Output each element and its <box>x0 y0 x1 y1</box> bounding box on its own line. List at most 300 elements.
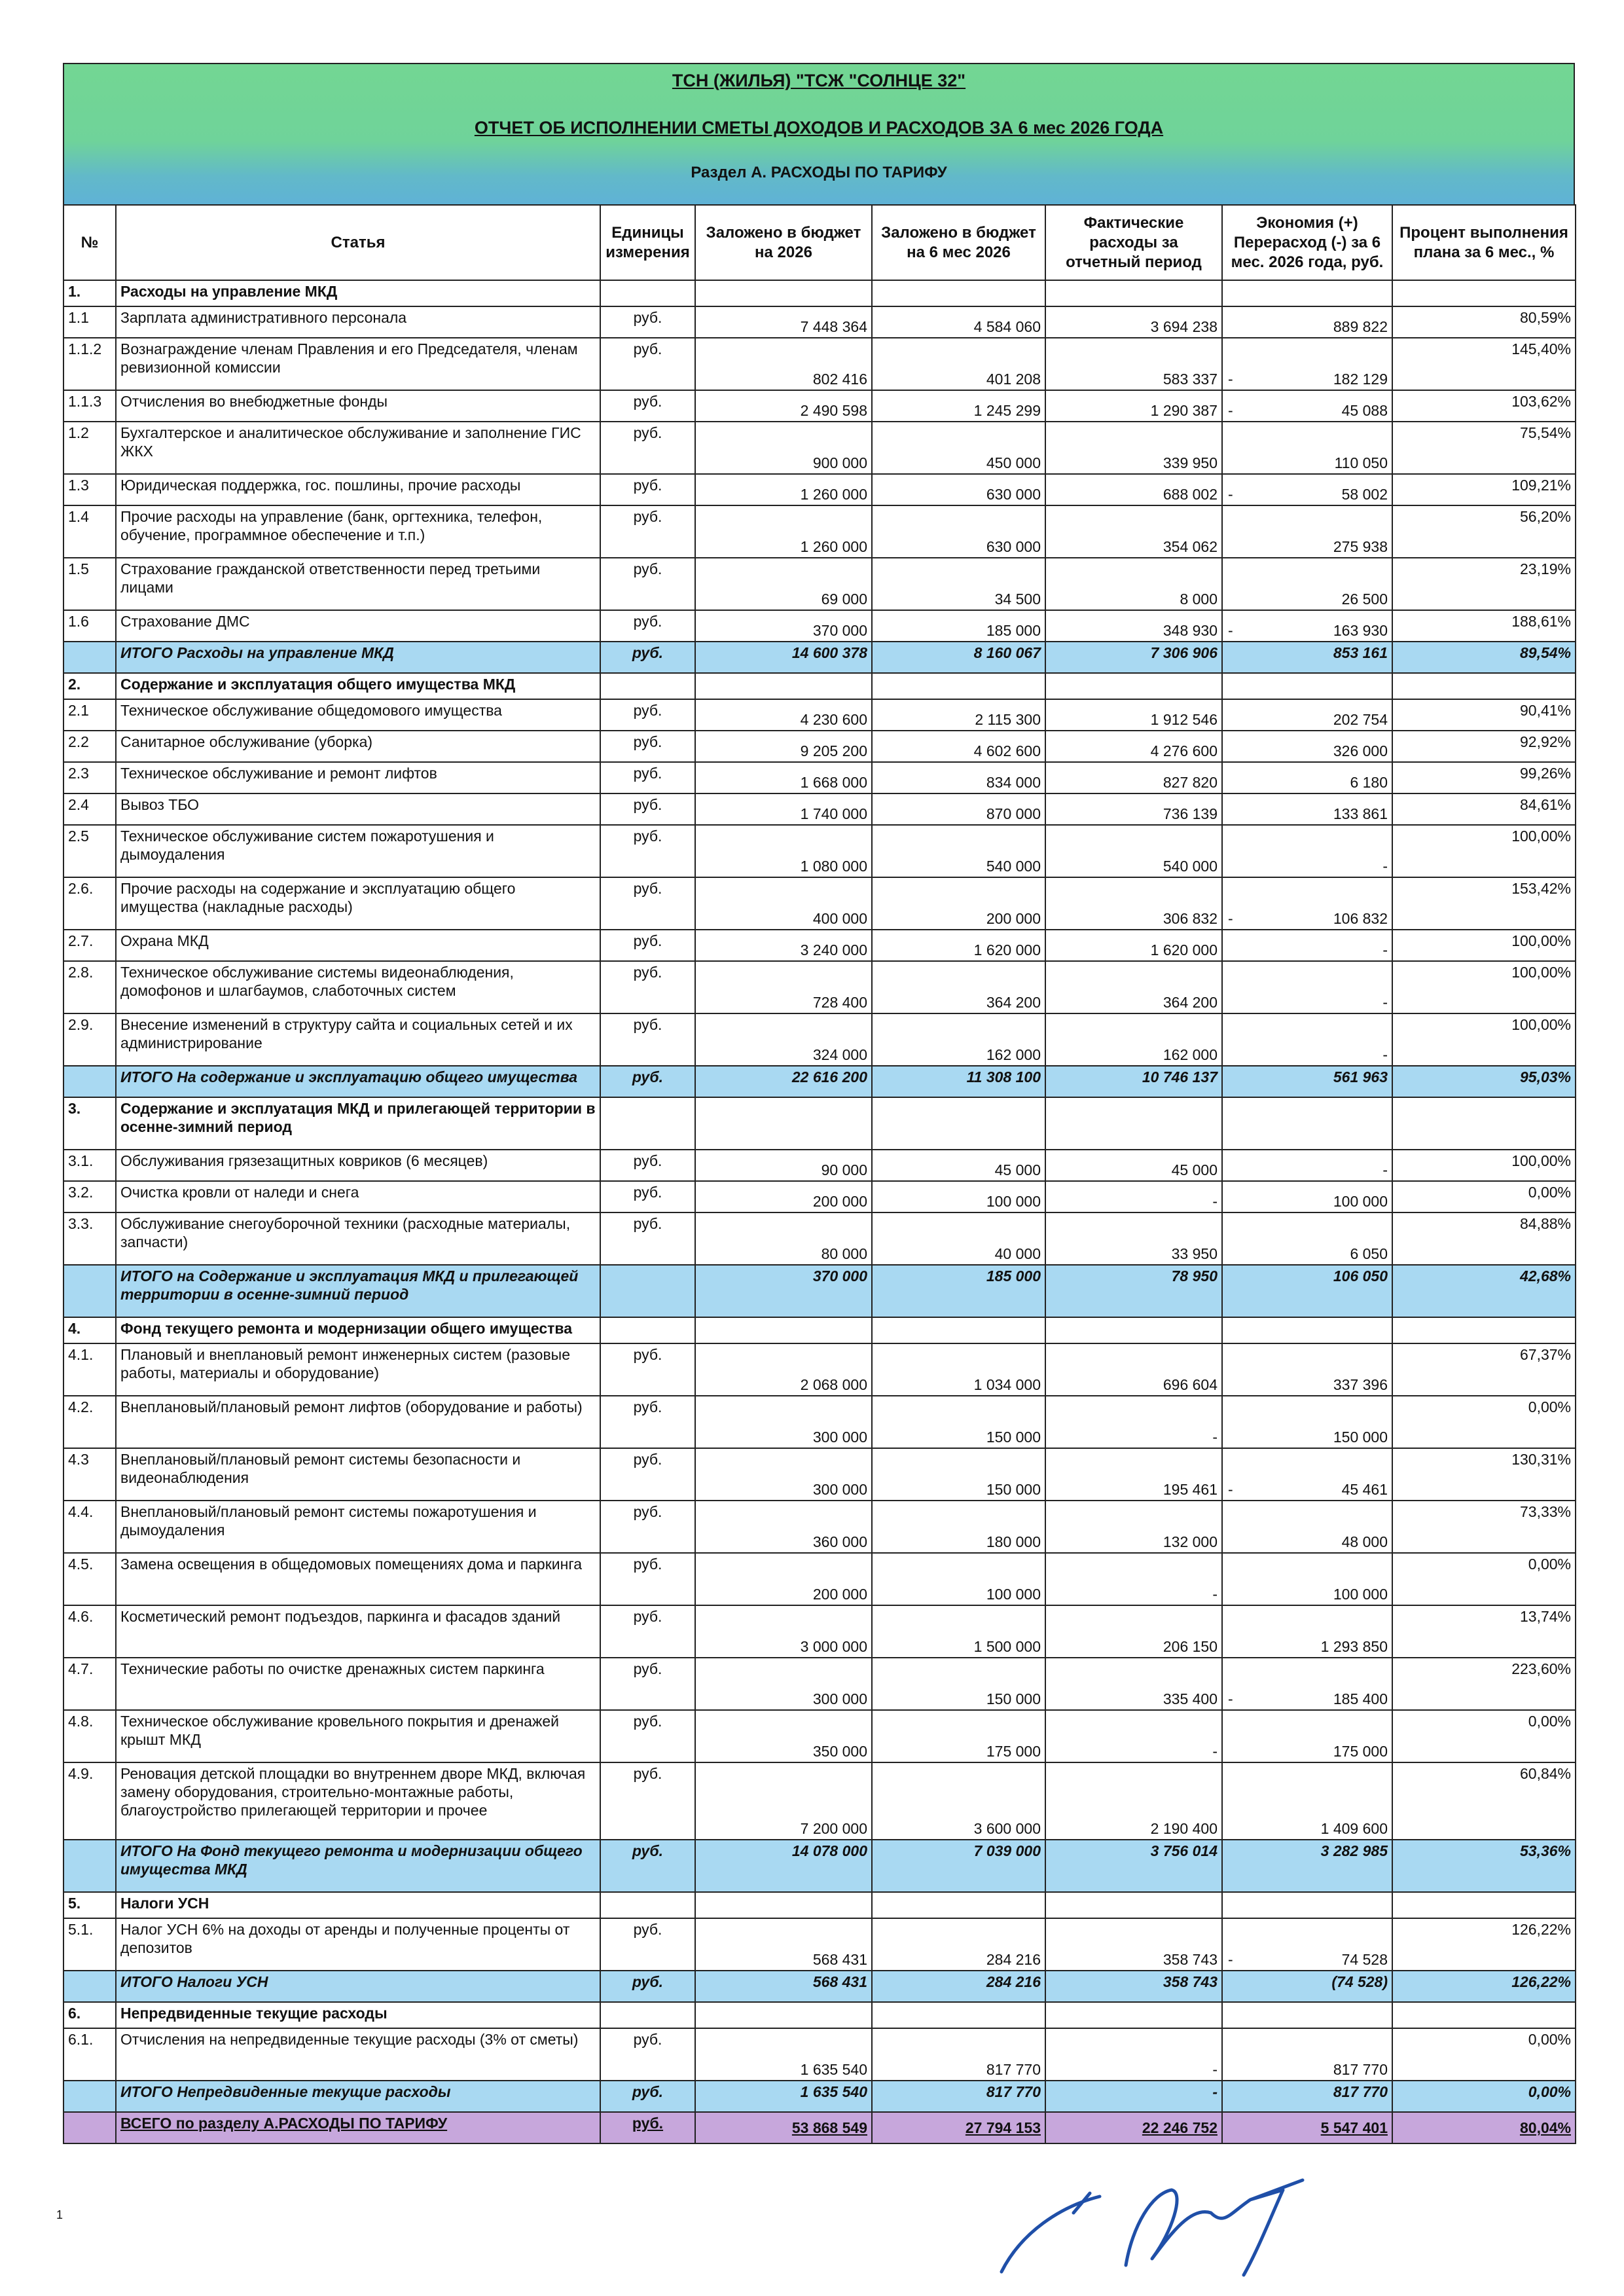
unit-cell: руб. <box>600 338 695 390</box>
percent-cell: 109,21% <box>1392 474 1576 505</box>
saving-value: 853 161 <box>1333 644 1388 661</box>
budget-6m-cell: 8 160 067 <box>872 642 1045 673</box>
actual-cell: 132 000 <box>1045 1501 1222 1553</box>
budget-year-cell: 200 000 <box>695 1181 872 1212</box>
actual-cell: 358 743 <box>1045 1918 1222 1971</box>
budget-year-cell: 1 260 000 <box>695 474 872 505</box>
actual-cell: 348 930 <box>1045 610 1222 642</box>
budget-6m-cell: 27 794 153 <box>872 2112 1045 2143</box>
unit-cell: руб. <box>600 390 695 422</box>
unit-cell: руб. <box>600 2081 695 2112</box>
row-number: 5. <box>63 1892 116 1918</box>
signature-icon <box>975 2134 1342 2285</box>
unit-cell: руб. <box>600 930 695 961</box>
row-number: 1.2 <box>63 422 116 474</box>
budget-year-cell: 568 431 <box>695 1918 872 1971</box>
budget-6m-cell: 630 000 <box>872 505 1045 558</box>
table-row <box>63 2028 1576 2081</box>
empty-cell <box>695 1892 872 1918</box>
empty-cell <box>695 1317 872 1343</box>
unit-cell: руб. <box>600 2112 695 2143</box>
budget-year-cell: 3 240 000 <box>695 930 872 961</box>
budget-6m-cell: 185 000 <box>872 610 1045 642</box>
saving-cell <box>1222 1658 1392 1710</box>
saving-value: 1 293 850 <box>1320 1638 1388 1655</box>
budget-year-cell: 2 068 000 <box>695 1343 872 1396</box>
empty-cell <box>1045 1892 1222 1918</box>
unit-cell: руб. <box>600 1013 695 1066</box>
empty-cell <box>600 1097 695 1150</box>
group-title: Расходы на управление МКД <box>116 280 600 306</box>
budget-6m-cell: 870 000 <box>872 793 1045 825</box>
article-cell: Отчисления на непредвиденные текущие расходы (3% от сметы) <box>116 2028 600 2081</box>
row-number: 4.4. <box>63 1501 116 1553</box>
empty-cell <box>600 280 695 306</box>
unit-cell: руб. <box>600 1501 695 1553</box>
actual-cell: 1 620 000 <box>1045 930 1222 961</box>
budget-year-cell: 400 000 <box>695 877 872 930</box>
article-cell: Технические работы по очистке дренажных систем паркинга <box>116 1658 600 1710</box>
empty-cell <box>872 1892 1045 1918</box>
actual-cell: 195 461 <box>1045 1448 1222 1501</box>
budget-6m-cell: 1 620 000 <box>872 930 1045 961</box>
percent-cell: 0,00% <box>1392 2081 1576 2112</box>
empty-cell <box>1392 1317 1576 1343</box>
percent-cell: 95,03% <box>1392 1066 1576 1097</box>
row-number: 4.7. <box>63 1658 116 1710</box>
actual-cell: 33 950 <box>1045 1212 1222 1265</box>
percent-cell: 75,54% <box>1392 422 1576 474</box>
unit-cell: руб. <box>600 877 695 930</box>
article-cell: Плановый и внеплановый ремонт инженерных систем (разовые работы, материалы и оборудование) <box>116 1343 600 1396</box>
saving-value: 106 832 <box>1333 910 1388 927</box>
saving-cell <box>1222 961 1392 1013</box>
subtotal-row <box>63 2081 1576 2112</box>
expense-table <box>63 204 1576 2144</box>
empty-cell <box>872 1317 1045 1343</box>
budget-year-cell: 22 616 200 <box>695 1066 872 1097</box>
article-cell: Техническое обслуживание кровельного покрытия и дренажей крышт МКД <box>116 1710 600 1762</box>
group-title: Фонд текущего ремонта и модернизации общего имущества <box>116 1317 600 1343</box>
actual-cell: 540 000 <box>1045 825 1222 877</box>
subtotal-row <box>63 1840 1576 1892</box>
table-row <box>63 1212 1576 1265</box>
saving-cell <box>1222 1553 1392 1605</box>
budget-year-cell: 802 416 <box>695 338 872 390</box>
percent-cell: 67,37% <box>1392 1343 1576 1396</box>
budget-year-cell: 1 740 000 <box>695 793 872 825</box>
subtotal-row <box>63 642 1576 673</box>
unit-cell: руб. <box>600 1396 695 1448</box>
table-row <box>63 1553 1576 1605</box>
percent-cell: 56,20% <box>1392 505 1576 558</box>
saving-value: 100 000 <box>1333 1193 1388 1210</box>
article-cell: Налог УСН 6% на доходы от аренды и полученные проценты от депозитов <box>116 1918 600 1971</box>
overspend-marker: - <box>1228 486 1233 503</box>
saving-value: 106 050 <box>1333 1267 1388 1285</box>
empty-cell <box>695 280 872 306</box>
table-row <box>63 610 1576 642</box>
empty-cell <box>1045 673 1222 699</box>
article-cell: Очистка кровли от наледи и снега <box>116 1181 600 1212</box>
saving-value: 185 400 <box>1333 1690 1388 1707</box>
actual-cell: 22 246 752 <box>1045 2112 1222 2143</box>
budget-6m-cell: 11 308 100 <box>872 1066 1045 1097</box>
subtotal-row <box>63 1265 1576 1317</box>
budget-6m-cell: 180 000 <box>872 1501 1045 1553</box>
table-row <box>63 505 1576 558</box>
budget-6m-cell: 817 770 <box>872 2028 1045 2081</box>
actual-cell: 10 746 137 <box>1045 1066 1222 1097</box>
percent-cell: 145,40% <box>1392 338 1576 390</box>
row-number: 4.5. <box>63 1553 116 1605</box>
article-cell: Косметический ремонт подъездов, паркинга и фасадов зданий <box>116 1605 600 1658</box>
saving-value: 817 770 <box>1333 2083 1388 2100</box>
actual-cell: 306 832 <box>1045 877 1222 930</box>
budget-6m-cell: 40 000 <box>872 1212 1045 1265</box>
unit-cell <box>600 1265 695 1317</box>
table-row <box>63 877 1576 930</box>
empty-cell <box>1222 1317 1392 1343</box>
row-number <box>63 1971 116 2002</box>
budget-6m-cell: 284 216 <box>872 1971 1045 2002</box>
section-group-row <box>63 280 1576 306</box>
actual-cell: 7 306 906 <box>1045 642 1222 673</box>
percent-cell: 99,26% <box>1392 762 1576 793</box>
saving-cell <box>1222 1605 1392 1658</box>
budget-6m-cell: 3 600 000 <box>872 1762 1045 1840</box>
saving-cell <box>1222 1762 1392 1840</box>
saving-value: - <box>1382 994 1388 1011</box>
empty-cell <box>1392 280 1576 306</box>
col-header-actual: Фактические расходы за отчетный период <box>1045 205 1222 280</box>
budget-6m-cell: 200 000 <box>872 877 1045 930</box>
row-number: 2.3 <box>63 762 116 793</box>
article-cell: Вознаграждение членам Правления и его Председателя, членам ревизионной комиссии <box>116 338 600 390</box>
percent-cell: 100,00% <box>1392 825 1576 877</box>
row-number: 1.1.3 <box>63 390 116 422</box>
actual-cell: 583 337 <box>1045 338 1222 390</box>
budget-6m-cell: 150 000 <box>872 1396 1045 1448</box>
unit-cell: руб. <box>600 1710 695 1762</box>
row-number: 1.1.2 <box>63 338 116 390</box>
empty-cell <box>872 280 1045 306</box>
saving-value: 163 930 <box>1333 622 1388 639</box>
row-number: 4. <box>63 1317 116 1343</box>
overspend-marker: - <box>1228 402 1233 419</box>
budget-year-cell: 9 205 200 <box>695 731 872 762</box>
col-header-budget-year: Заложено в бюджет на 2026 <box>695 205 872 280</box>
row-number <box>63 642 116 673</box>
percent-cell: 80,59% <box>1392 306 1576 338</box>
empty-cell <box>1222 673 1392 699</box>
section-group-row <box>63 673 1576 699</box>
saving-cell <box>1222 610 1392 642</box>
saving-cell <box>1222 1396 1392 1448</box>
saving-cell <box>1222 930 1392 961</box>
row-number: 1.5 <box>63 558 116 610</box>
unit-cell: руб. <box>600 825 695 877</box>
budget-6m-cell: 364 200 <box>872 961 1045 1013</box>
article-cell: Техническое обслуживание систем пожаротушения и дымоудаления <box>116 825 600 877</box>
table-row <box>63 338 1576 390</box>
article-cell: Техническое обслуживание общедомового имущества <box>116 699 600 731</box>
percent-cell: 223,60% <box>1392 1658 1576 1710</box>
actual-cell: 206 150 <box>1045 1605 1222 1658</box>
saving-cell <box>1222 505 1392 558</box>
budget-6m-cell: 817 770 <box>872 2081 1045 2112</box>
actual-cell: - <box>1045 2028 1222 2081</box>
table-row <box>63 961 1576 1013</box>
empty-cell <box>695 2002 872 2028</box>
col-header-unit: Единицы измерения <box>600 205 695 280</box>
saving-cell <box>1222 1501 1392 1553</box>
budget-year-cell: 370 000 <box>695 610 872 642</box>
saving-value: 275 938 <box>1333 538 1388 555</box>
actual-cell: 4 276 600 <box>1045 731 1222 762</box>
budget-year-cell: 7 448 364 <box>695 306 872 338</box>
budget-year-cell: 900 000 <box>695 422 872 474</box>
percent-cell: 100,00% <box>1392 930 1576 961</box>
table-row <box>63 474 1576 505</box>
saving-value: - <box>1382 941 1388 958</box>
budget-6m-cell: 401 208 <box>872 338 1045 390</box>
row-number: 2.8. <box>63 961 116 1013</box>
budget-6m-cell: 34 500 <box>872 558 1045 610</box>
table-row <box>63 1658 1576 1710</box>
table-row <box>63 1181 1576 1212</box>
budget-6m-cell: 284 216 <box>872 1918 1045 1971</box>
saving-value: - <box>1382 858 1388 875</box>
saving-value: 58 002 <box>1341 486 1388 503</box>
row-number: 2.2 <box>63 731 116 762</box>
unit-cell: руб. <box>600 1762 695 1840</box>
empty-cell <box>1045 280 1222 306</box>
actual-cell: 354 062 <box>1045 505 1222 558</box>
article-cell: ИТОГО Налоги УСН <box>116 1971 600 2002</box>
article-cell: Внеплановый/плановый ремонт лифтов (оборудование и работы) <box>116 1396 600 1448</box>
section-group-row <box>63 2002 1576 2028</box>
saving-value: 150 000 <box>1333 1429 1388 1446</box>
budget-6m-cell: 4 584 060 <box>872 306 1045 338</box>
article-cell: ИТОГО на Содержание и эксплуатация МКД и прилегающей территории в осенне-зимний период <box>116 1265 600 1317</box>
budget-year-cell: 370 000 <box>695 1265 872 1317</box>
budget-6m-cell: 100 000 <box>872 1553 1045 1605</box>
saving-cell <box>1222 793 1392 825</box>
percent-cell: 0,00% <box>1392 1396 1576 1448</box>
percent-cell: 53,36% <box>1392 1840 1576 1892</box>
percent-cell: 92,92% <box>1392 731 1576 762</box>
percent-cell: 80,04% <box>1392 2112 1576 2143</box>
table-row <box>63 1448 1576 1501</box>
budget-year-cell: 1 080 000 <box>695 825 872 877</box>
row-number: 4.9. <box>63 1762 116 1840</box>
subtotal-row <box>63 1971 1576 2002</box>
saving-cell <box>1222 825 1392 877</box>
percent-cell: 100,00% <box>1392 1150 1576 1181</box>
empty-cell <box>1045 1317 1222 1343</box>
actual-cell: 1 912 546 <box>1045 699 1222 731</box>
overspend-marker: - <box>1228 910 1233 927</box>
saving-value: 3 282 985 <box>1320 1842 1388 1859</box>
row-number: 4.6. <box>63 1605 116 1658</box>
unit-cell: руб. <box>600 1150 695 1181</box>
budget-6m-cell: 150 000 <box>872 1658 1045 1710</box>
empty-cell <box>1045 2002 1222 2028</box>
saving-value: 817 770 <box>1333 2061 1388 2078</box>
row-number: 2.9. <box>63 1013 116 1066</box>
row-number: 2.5 <box>63 825 116 877</box>
percent-cell: 42,68% <box>1392 1265 1576 1317</box>
budget-year-cell: 728 400 <box>695 961 872 1013</box>
overspend-marker: - <box>1228 371 1233 388</box>
row-number: 1.4 <box>63 505 116 558</box>
section-group-row <box>63 1097 1576 1150</box>
actual-cell: 1 290 387 <box>1045 390 1222 422</box>
table-row <box>63 1501 1576 1553</box>
table-row <box>63 825 1576 877</box>
article-cell: Внесение изменений в структуру сайта и социальных сетей и их администрирование <box>116 1013 600 1066</box>
budget-6m-cell: 4 602 600 <box>872 731 1045 762</box>
page-number: 1 <box>56 2208 63 2221</box>
article-cell: Охрана МКД <box>116 930 600 961</box>
percent-cell: 0,00% <box>1392 1710 1576 1762</box>
unit-cell: руб. <box>600 1343 695 1396</box>
section-group-row <box>63 1317 1576 1343</box>
group-title: Содержание и эксплуатация общего имущества МКД <box>116 673 600 699</box>
article-cell: Внеплановый/плановый ремонт системы безопасности и видеонаблюдения <box>116 1448 600 1501</box>
saving-value: 26 500 <box>1341 591 1388 608</box>
article-cell: ИТОГО Расходы на управление МКД <box>116 642 600 673</box>
unit-cell: руб. <box>600 505 695 558</box>
empty-cell <box>1222 1892 1392 1918</box>
table-row <box>63 1396 1576 1448</box>
budget-6m-cell: 1 500 000 <box>872 1605 1045 1658</box>
budget-6m-cell: 630 000 <box>872 474 1045 505</box>
saving-value: 74 528 <box>1341 1951 1388 1968</box>
row-number: 1.3 <box>63 474 116 505</box>
saving-cell <box>1222 1710 1392 1762</box>
budget-6m-cell: 175 000 <box>872 1710 1045 1762</box>
saving-cell <box>1222 1971 1392 2002</box>
saving-value: 100 000 <box>1333 1586 1388 1603</box>
overspend-marker: - <box>1228 622 1233 639</box>
table-row <box>63 930 1576 961</box>
unit-cell: руб. <box>600 1971 695 2002</box>
budget-year-cell: 3 000 000 <box>695 1605 872 1658</box>
unit-cell: руб. <box>600 1448 695 1501</box>
empty-cell <box>600 1892 695 1918</box>
actual-cell: - <box>1045 1553 1222 1605</box>
budget-year-cell: 324 000 <box>695 1013 872 1066</box>
saving-cell <box>1222 1150 1392 1181</box>
budget-year-cell: 4 230 600 <box>695 699 872 731</box>
budget-year-cell: 14 078 000 <box>695 1840 872 1892</box>
budget-year-cell: 200 000 <box>695 1553 872 1605</box>
budget-year-cell: 1 668 000 <box>695 762 872 793</box>
percent-cell: 188,61% <box>1392 610 1576 642</box>
saving-value: 889 822 <box>1333 318 1388 335</box>
budget-year-cell: 350 000 <box>695 1710 872 1762</box>
saving-cell <box>1222 1013 1392 1066</box>
empty-cell <box>1222 280 1392 306</box>
article-cell: Прочие расходы на содержание и эксплуатацию общего имущества (накладные расходы) <box>116 877 600 930</box>
saving-cell <box>1222 731 1392 762</box>
empty-cell <box>695 673 872 699</box>
table-row <box>63 762 1576 793</box>
actual-cell: 162 000 <box>1045 1013 1222 1066</box>
actual-cell: 3 756 014 <box>1045 1840 1222 1892</box>
budget-year-cell: 53 868 549 <box>695 2112 872 2143</box>
saving-value: 133 861 <box>1333 805 1388 822</box>
budget-6m-cell: 540 000 <box>872 825 1045 877</box>
row-number: 3. <box>63 1097 116 1150</box>
article-cell: Юридическая поддержка, гос. пошлины, прочие расходы <box>116 474 600 505</box>
col-header-budget-6m: Заложено в бюджет на 6 мес 2026 <box>872 205 1045 280</box>
col-header-saving: Экономия (+) Перерасход (-) за 6 мес. 2026 года, руб. <box>1222 205 1392 280</box>
article-cell: Бухгалтерское и аналитическое обслуживание и заполнение ГИС ЖКХ <box>116 422 600 474</box>
article-cell: Замена освещения в общедомовых помещениях дома и паркинга <box>116 1553 600 1605</box>
actual-cell: - <box>1045 1396 1222 1448</box>
row-number: 6.1. <box>63 2028 116 2081</box>
unit-cell: руб. <box>600 731 695 762</box>
subtotal-row <box>63 1066 1576 1097</box>
percent-cell: 84,61% <box>1392 793 1576 825</box>
table-header-row <box>63 205 1576 280</box>
unit-cell: руб. <box>600 1918 695 1971</box>
section-group-row <box>63 1892 1576 1918</box>
budget-year-cell: 90 000 <box>695 1150 872 1181</box>
table-row <box>63 1710 1576 1762</box>
article-cell: ВСЕГО по разделу А.РАСХОДЫ ПО ТАРИФУ <box>116 2112 600 2143</box>
saving-value: 6 050 <box>1350 1245 1388 1262</box>
actual-cell: 688 002 <box>1045 474 1222 505</box>
table-row <box>63 793 1576 825</box>
article-cell: Страхование гражданской ответственности перед третьими лицами <box>116 558 600 610</box>
unit-cell: руб. <box>600 1605 695 1658</box>
group-title: Содержание и эксплуатация МКД и прилегающей территории в осенне-зимний период <box>116 1097 600 1150</box>
percent-cell: 84,88% <box>1392 1212 1576 1265</box>
percent-cell: 153,42% <box>1392 877 1576 930</box>
saving-cell <box>1222 762 1392 793</box>
saving-value: - <box>1382 1161 1388 1178</box>
row-number: 2.1 <box>63 699 116 731</box>
col-header-article: Статья <box>116 205 600 280</box>
row-number: 2.6. <box>63 877 116 930</box>
row-number: 3.1. <box>63 1150 116 1181</box>
percent-cell: 0,00% <box>1392 1553 1576 1605</box>
actual-cell: 3 694 238 <box>1045 306 1222 338</box>
percent-cell: 13,74% <box>1392 1605 1576 1658</box>
budget-year-cell: 568 431 <box>695 1971 872 2002</box>
budget-year-cell: 2 490 598 <box>695 390 872 422</box>
table-row <box>63 1013 1576 1066</box>
row-number: 4.1. <box>63 1343 116 1396</box>
budget-6m-cell: 100 000 <box>872 1181 1045 1212</box>
percent-cell: 0,00% <box>1392 1181 1576 1212</box>
unit-cell: руб. <box>600 1212 695 1265</box>
budget-6m-cell: 185 000 <box>872 1265 1045 1317</box>
unit-cell: руб. <box>600 961 695 1013</box>
budget-6m-cell: 1 034 000 <box>872 1343 1045 1396</box>
article-cell: Техническое обслуживание системы видеонаблюдения, домофонов и шлагбаумов, слаботочных систем <box>116 961 600 1013</box>
budget-6m-cell: 45 000 <box>872 1150 1045 1181</box>
saving-cell <box>1222 474 1392 505</box>
section-title: Раздел А. РАСХОДЫ ПО ТАРИФУ <box>691 164 947 181</box>
row-number: 4.3 <box>63 1448 116 1501</box>
saving-cell <box>1222 1066 1392 1097</box>
actual-cell: 2 190 400 <box>1045 1762 1222 1840</box>
